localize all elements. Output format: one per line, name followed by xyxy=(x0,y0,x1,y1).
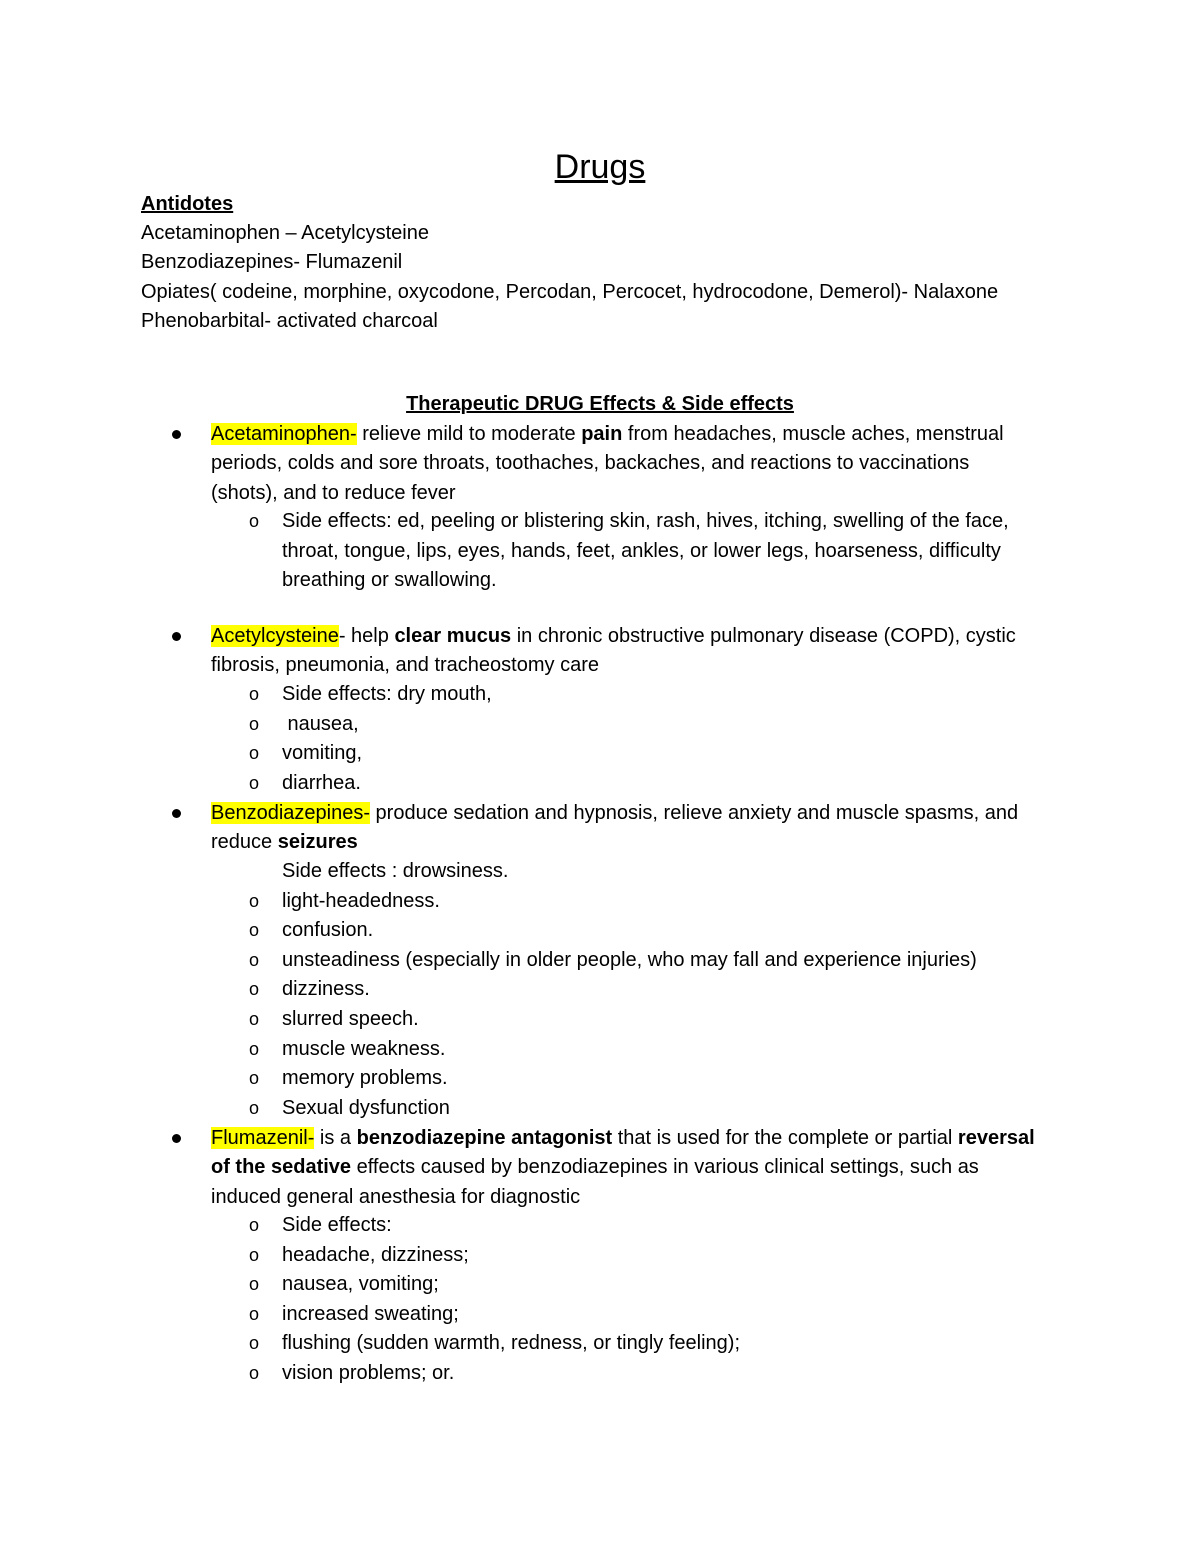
drug-name-highlight: Acetylcysteine xyxy=(211,625,339,647)
drug-text-part: from headaches, muscle aches, menstrual periods, colds and sore throats, toothaches, backaches, and reactions to vaccinations (shots), and to reduce fever xyxy=(211,423,1004,504)
drug-text-part: is a xyxy=(314,1127,357,1149)
side-effect-text: vomiting, xyxy=(282,742,363,765)
circle-bullet-icon: o xyxy=(249,890,260,911)
side-effect-text: muscle weakness. xyxy=(282,1037,446,1060)
side-effects-list xyxy=(0,680,1200,798)
bullet-icon xyxy=(172,430,181,439)
list-item xyxy=(0,1094,1200,1124)
drug-description xyxy=(211,420,1041,508)
side-effect-text: vision problems; or. xyxy=(282,1361,455,1384)
list-item xyxy=(0,710,1200,740)
circle-bullet-icon: o xyxy=(249,1274,260,1295)
drug-text-part: produce sedation and hypnosis, relieve anxiety and muscle spasms, and reduce xyxy=(211,802,1019,854)
side-effect-text: Side effects : drowsiness. xyxy=(282,860,509,882)
bullet-icon xyxy=(172,632,181,641)
list-item xyxy=(0,1359,1200,1389)
drug-bold-term: seizures xyxy=(277,831,358,854)
bullet-icon xyxy=(172,1134,181,1143)
list-item xyxy=(0,1329,1200,1359)
list-item xyxy=(0,739,1200,769)
list-item xyxy=(0,1005,1200,1035)
list-item xyxy=(0,769,1200,799)
side-effect-text: Sexual dysfunction xyxy=(282,1096,450,1119)
circle-bullet-icon: o xyxy=(249,1038,260,1059)
drug-text-part: in chronic obstructive pulmonary disease (COPD), cystic fibrosis, pneumonia, and tracheostomy care xyxy=(211,625,1016,677)
list-item xyxy=(0,1211,1200,1241)
circle-bullet-icon: o xyxy=(249,743,260,764)
side-effects-list xyxy=(0,507,1200,597)
side-effects-list xyxy=(0,1211,1200,1389)
drug-bold-term: reversal of the sedative xyxy=(211,1127,1035,1179)
list-item xyxy=(0,1064,1200,1094)
circle-bullet-icon: o xyxy=(249,1333,260,1354)
circle-bullet-icon: o xyxy=(249,949,260,970)
drug-name-highlight: Flumazenil- xyxy=(211,1127,315,1149)
circle-bullet-icon: o xyxy=(249,1097,260,1118)
therapeutic-heading: Therapeutic DRUG Effects & Side effects xyxy=(406,393,794,415)
antidotes-list xyxy=(141,219,998,337)
side-effect-text: slurred speech. xyxy=(282,1007,419,1030)
list-item xyxy=(0,680,1200,710)
list-item xyxy=(0,1270,1200,1300)
drug-description xyxy=(211,622,1041,681)
drug-bold-term: benzodiazepine antagonist xyxy=(356,1127,613,1149)
circle-bullet-icon: o xyxy=(249,1244,260,1265)
side-effect-text: light-headedness. xyxy=(282,889,440,912)
drug-description xyxy=(211,1124,1041,1212)
antidote-line: Acetaminophen – Acetylcysteine xyxy=(141,222,429,244)
drug-text-part: effects caused by benzodiazepines in various clinical settings, such as induced general anesthesia for diagnostic xyxy=(211,1156,979,1208)
bullet-icon xyxy=(172,809,181,818)
side-effect-text: nausea, xyxy=(282,712,359,735)
antidote-line: Opiates( codeine, morphine, oxycodone, Percodan, Percocet, hydrocodone, Demerol)- Nalaxone xyxy=(141,280,999,303)
circle-bullet-icon: o xyxy=(249,1068,260,1089)
side-effect-text: confusion. xyxy=(282,919,374,942)
circle-bullet-icon: o xyxy=(249,1303,260,1324)
list-item xyxy=(0,916,1200,946)
circle-bullet-icon: o xyxy=(249,1215,260,1235)
side-effect-text: Side effects: ed, peeling or blistering skin, rash, hives, itching, swelling of the face, throat, tongue, lips, eyes, hands, feet, ankles, or lower legs, hoarseness, difficulty breathing or swallowing. xyxy=(282,510,1009,592)
side-effect-text: increased sweating; xyxy=(282,1302,459,1325)
list-item xyxy=(0,1035,1200,1065)
side-effect-text: flushing (sudden warmth, redness, or tingly feeling); xyxy=(282,1332,741,1355)
side-effects-list xyxy=(0,857,1200,1123)
page-title: Drugs xyxy=(554,148,646,186)
list-item xyxy=(0,946,1200,976)
list-item xyxy=(0,887,1200,917)
list-item xyxy=(0,1241,1200,1271)
circle-bullet-icon: o xyxy=(249,1008,260,1029)
antidote-line: Benzodiazepines- Flumazenil xyxy=(141,251,403,274)
circle-bullet-icon: o xyxy=(249,920,260,941)
drug-name-highlight: Benzodiazepines- xyxy=(211,802,370,824)
circle-bullet-icon: o xyxy=(249,511,260,531)
circle-bullet-icon: o xyxy=(249,713,260,734)
drug-name-highlight: Acetaminophen- xyxy=(211,423,357,445)
antidote-line: Phenobarbital- activated charcoal xyxy=(141,310,438,333)
circle-bullet-icon: o xyxy=(249,979,260,1000)
drug-text-part: - help xyxy=(338,625,395,647)
list-item xyxy=(0,507,1200,597)
list-item xyxy=(0,1300,1200,1330)
circle-bullet-icon: o xyxy=(249,772,260,793)
side-effect-text: dizziness. xyxy=(282,978,370,1001)
circle-bullet-icon: o xyxy=(249,684,260,704)
drug-description xyxy=(211,799,1041,858)
side-effect-text: nausea, vomiting; xyxy=(282,1273,439,1296)
side-effect-text: headache, dizziness; xyxy=(282,1243,469,1266)
circle-bullet-icon: o xyxy=(249,1362,260,1383)
drug-text-part: relieve mild to moderate xyxy=(356,423,582,445)
side-effect-text: Side effects: dry mouth, xyxy=(282,683,492,705)
side-effect-text: unsteadiness (especially in older people, who may fall and experience injuries) xyxy=(282,948,977,971)
antidotes-heading: Antidotes xyxy=(141,193,234,215)
side-effects-heading xyxy=(0,857,1200,887)
drug-bold-term: pain xyxy=(581,423,623,445)
side-effect-text: diarrhea. xyxy=(282,771,361,794)
list-item xyxy=(0,975,1200,1005)
side-effect-text: memory problems. xyxy=(282,1067,448,1090)
drug-bold-term: clear mucus xyxy=(394,625,512,647)
side-effect-text: Side effects: xyxy=(282,1214,392,1236)
drug-text-part: that is used for the complete or partial xyxy=(612,1127,958,1149)
